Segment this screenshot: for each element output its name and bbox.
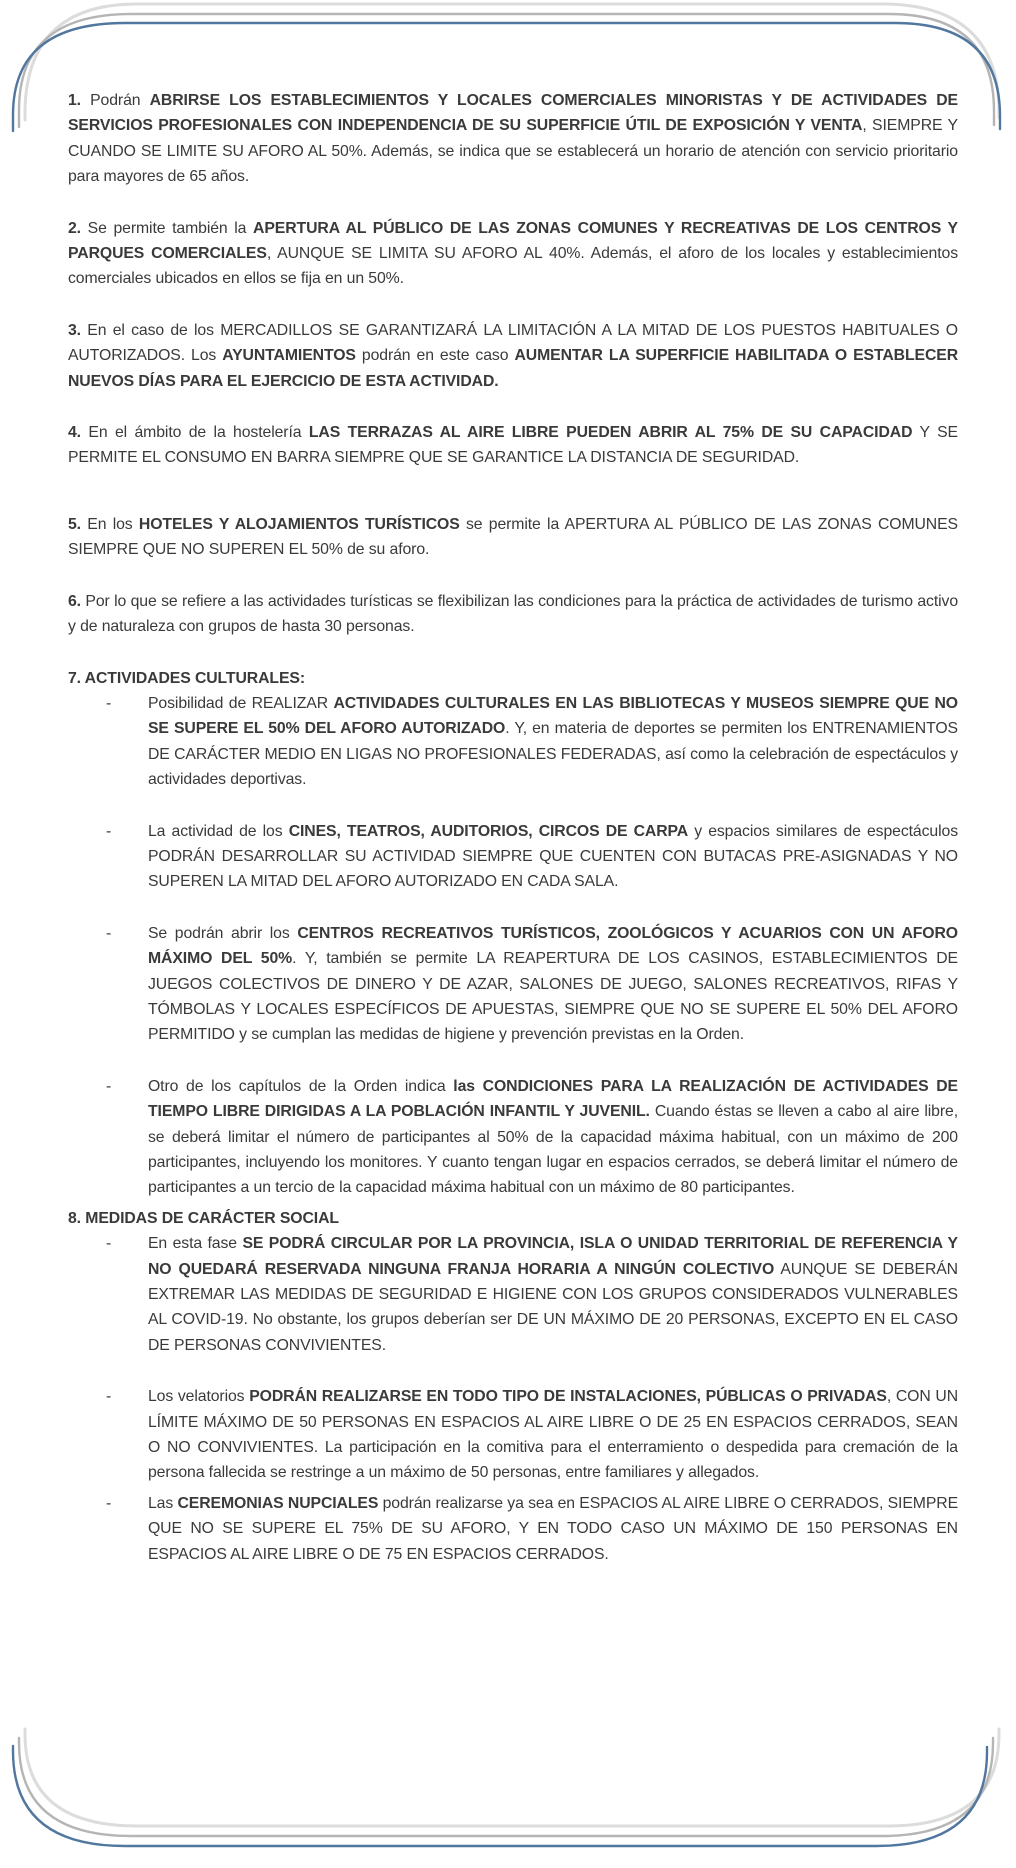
bullet-text: [148, 1384, 958, 1486]
bullet-dash-marker: -: [106, 822, 112, 840]
bullet-text: [148, 921, 958, 1048]
bold-text-run: CEREMONIAS NUPCIALES: [177, 1494, 379, 1512]
text-run: En el ámbito de la hostelería: [80, 424, 309, 442]
paragraph: [68, 88, 958, 190]
bullet-item: [68, 819, 958, 895]
bold-text-run: 4.: [68, 424, 81, 442]
bold-text-run: 7. ACTIVIDADES CULTURALES:: [68, 669, 305, 687]
bullet-text: [148, 819, 958, 895]
text-run: En esta fase: [148, 1235, 243, 1253]
bullet-item: [68, 1491, 958, 1567]
text-run: Se podrán abrir los: [148, 924, 298, 942]
bold-text-run: APERTURA AL PÚBLICO DE LAS ZONAS COMUNES Y RECREATIVAS DE LOS CENTROS Y PARQUES COMERCIALES: [68, 219, 958, 263]
bullet-dash-marker: -: [106, 1077, 112, 1095]
bold-text-run: 6.: [68, 592, 81, 610]
section-heading: [68, 666, 958, 691]
bullet-dash-marker: -: [106, 1494, 112, 1512]
bullet-dash-marker: -: [106, 694, 112, 712]
text-run: Podrán: [80, 92, 150, 109]
text-run: . Y, en materia de deportes se permiten los ENTRENAMIENTOS DE CARÁCTER MEDIO EN LIGAS NO PROFESIONALES FEDERADAS, así como la celebración de espectáculos y actividades deportivas.: [148, 720, 958, 789]
bullet-item: [68, 1074, 958, 1201]
bold-text-run: AYUNTAMIENTOS: [222, 347, 356, 365]
section-heading: [68, 1206, 958, 1231]
text-run: AUNQUE SE DEBERÁN EXTREMAR LAS MEDIDAS DE SEGURIDAD E HIGIENE CON LOS GRUPOS CONSIDERADOS VULNERABLES AL COVID-19. No obstante, los grupos deberían ser DE UN MÁXIMO DE 20 PERSONAS, EXCEPTO EN EL CASO DE PERSONAS CONVIVIENTES.: [148, 1260, 958, 1354]
bold-text-run: 2.: [68, 219, 81, 237]
bullet-item: [68, 691, 958, 793]
bold-text-run: 8. MEDIDAS DE CARÁCTER SOCIAL: [68, 1209, 339, 1227]
text-run: se permite la APERTURA AL PÚBLICO DE LAS ZONAS COMUNES SIEMPRE QUE NO SUPEREN EL 50% de su aforo.: [68, 515, 958, 559]
bold-text-run: PODRÁN REALIZARSE EN TODO TIPO DE INSTALACIONES, PÚBLICAS O PRIVADAS: [249, 1388, 887, 1406]
bold-text-run: SE PODRÁ CIRCULAR POR LA PROVINCIA, ISLA O UNIDAD TERRITORIAL DE REFERENCIA Y NO QUEDARÁ RESERVADA NINGUNA FRANJA HORARIA A NINGÚN COLECTIVO: [148, 1235, 958, 1278]
paragraph: [68, 420, 958, 471]
bold-text-run: 3.: [68, 321, 81, 339]
bold-text-run: CENTROS RECREATIVOS TURÍSTICOS, ZOOLÓGICOS Y ACUARIOS CON UN AFORO MÁXIMO DEL 50%: [148, 924, 958, 968]
text-run: Posibilidad de REALIZAR: [148, 694, 334, 712]
border-bottom: [13, 1729, 999, 1846]
text-run: . Y, también se permite LA REAPERTURA DE LOS CASINOS, ESTABLECIMIENTOS DE JUEGOS COLECTIVOS DE DINERO Y DE AZAR, SALONES DE JUEGO, SALONES RECREATIVOS, RIFAS Y TÓMBOLAS Y LOCALES ESPECÍFICOS DE APUESTAS, SIEMPRE QUE NO SE SUPERE EL 50% DEL AFORO PERMITIDO y se cumplan las medidas de higiene y prevención previstas en la Orden.: [148, 950, 958, 1044]
text-run: Los velatorios: [148, 1388, 250, 1406]
text-run: , SIEMPRE Y CUANDO SE LIMITE SU AFORO AL 50%. Además, se indica que se establecerá un horario de atención con servicio prioritario para mayores de 65 años.: [68, 117, 958, 186]
text-run: En el caso de los MERCADILLOS SE GARANTIZARÁ LA LIMITACIÓN A LA MITAD DE LOS PUESTOS HABITUALES O AUTORIZADOS. Los: [68, 321, 958, 365]
bold-text-run: 5.: [68, 515, 81, 533]
text-run: Cuando éstas se lleven a cabo al aire libre, se deberá limitar el número de participantes al 50% de la capacidad máxima habitual, con un máximo de 200 participantes, incluyendo los monitores. Y cuanto tengan lugar en espacios cerrados, se deberá limitar el número de participantes a un tercio de la capacidad máxima habitual con un máximo de 80 participantes.: [148, 1103, 958, 1197]
paragraph: [68, 512, 958, 563]
paragraph: [68, 589, 958, 640]
text-run: En los: [80, 515, 139, 533]
document-body: [68, 88, 958, 1567]
bullet-dash-marker: -: [106, 1388, 112, 1406]
bold-text-run: AUMENTAR LA SUPERFICIE HABILITADA O ESTABLECER NUEVOS DÍAS PARA EL EJERCICIO DE ESTA ACTIVIDAD.: [68, 347, 959, 390]
bullet-item: [68, 1231, 958, 1358]
bullet-text: [148, 1074, 958, 1201]
bullet-dash-marker: -: [106, 924, 112, 942]
text-run: y espacios similares de espectáculos PODRÁN DESARROLLAR SU ACTIVIDAD SIEMPRE QUE CUENTEN CON BUTACAS PRE-ASIGNADAS Y NO SUPEREN LA MITAD DEL AFORO AUTORIZADO EN CADA SALA.: [148, 822, 958, 891]
bullet-item: [68, 1384, 958, 1486]
text-run: Se permite también la: [80, 219, 254, 237]
bullet-item: [68, 921, 958, 1048]
bullet-text: [148, 1231, 958, 1358]
text-run: Otro de los capítulos de la Orden indica: [148, 1077, 454, 1095]
bold-text-run: HOTELES Y ALOJAMIENTOS TURÍSTICOS: [138, 515, 460, 533]
bold-text-run: LAS TERRAZAS AL AIRE LIBRE PUEDEN ABRIR AL 75% DE SU CAPACIDAD: [308, 424, 913, 442]
bold-text-run: 1.: [68, 92, 81, 109]
text-run: , CON UN LÍMITE MÁXIMO DE 50 PERSONAS EN ESPACIOS AL AIRE LIBRE O DE 25 EN ESPACIOS CERRADOS, SEAN O NO CONVIVIENTES. La participación en la comitiva para el enterramiento o despedida para cremación de la persona fallecida se restringe a un máximo de 50 personas, entre familiares y allegados.: [148, 1388, 958, 1482]
bullet-dash-marker: -: [106, 1235, 112, 1253]
bold-text-run: las CONDICIONES PARA LA REALIZACIÓN DE ACTIVIDADES DE TIEMPO LIBRE DIRIGIDAS A LA POBLACIÓN INFANTIL Y JUVENIL.: [148, 1077, 958, 1121]
bullet-text: [148, 1491, 958, 1567]
bold-text-run: ABRIRSE LOS ESTABLECIMIENTOS Y LOCALES COMERCIALES MINORISTAS Y DE ACTIVIDADES DE SERVICIOS PROFESIONALES CON INDEPENDENCIA DE SU SUPERFICIE ÚTIL DE EXPOSICIÓN Y VENTA: [68, 92, 958, 135]
text-run: , AUNQUE SE LIMITA SU AFORO AL 40%. Además, el aforo de los locales y establecimientos comerciales ubicados en ellos se fija en un 50%.: [68, 245, 958, 288]
bold-text-run: ACTIVIDADES CULTURALES EN LAS BIBLIOTECAS Y MUSEOS SIEMPRE QUE NO SE SUPERE EL 50% DEL AFORO AUTORIZADO: [148, 694, 958, 738]
text-run: podrán en este caso: [355, 347, 515, 365]
bullet-text: [148, 691, 958, 793]
text-run: Las: [148, 1494, 178, 1512]
paragraph: [68, 318, 958, 394]
text-run: podrán realizarse ya sea en ESPACIOS AL AIRE LIBRE O CERRADOS, SIEMPRE QUE NO SE SUPERE EL 75% DE SU AFORO, Y EN TODO CASO UN MÁXIMO DE 150 PERSONAS EN ESPACIOS AL AIRE LIBRE O DE 75 EN ESPACIOS CERRADOS.: [148, 1494, 959, 1563]
text-run: Por lo que se refiere a las actividades turísticas se flexibilizan las condiciones para la práctica de actividades de turismo activo y de naturaleza con grupos de hasta 30 personas.: [68, 592, 958, 636]
text-run: Y SE PERMITE EL CONSUMO EN BARRA SIEMPRE QUE SE GARANTICE LA DISTANCIA DE SEGURIDAD.: [68, 424, 958, 467]
bold-text-run: CINES, TEATROS, AUDITORIOS, CIRCOS DE CARPA: [288, 822, 689, 840]
text-run: La actividad de los: [148, 822, 289, 840]
paragraph: [68, 216, 958, 292]
